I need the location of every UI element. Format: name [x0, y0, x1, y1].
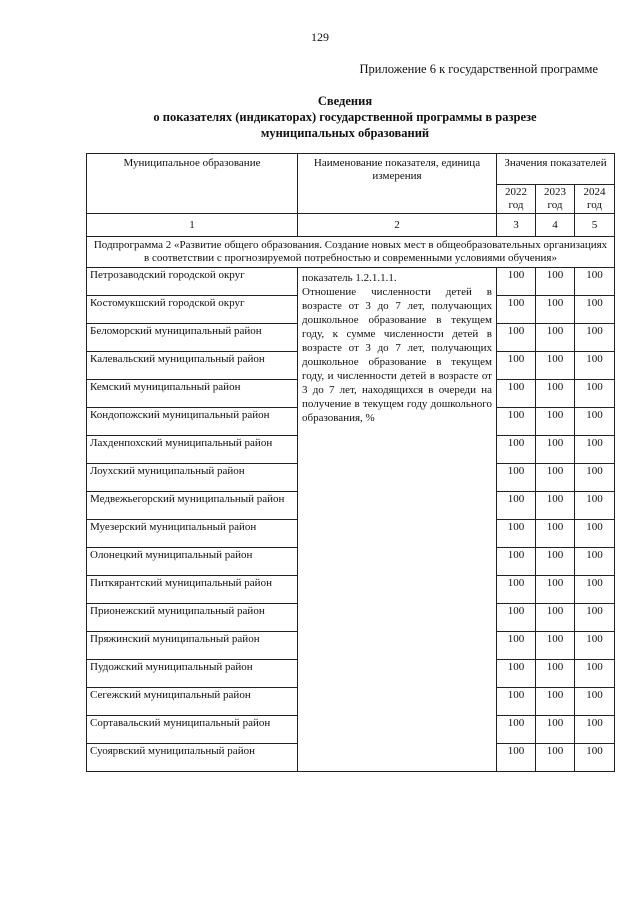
municipality-name: Беломорский муниципальный район	[87, 324, 298, 352]
municipality-name: Муезерский муниципальный район	[87, 520, 298, 548]
value-2022: 100	[497, 744, 536, 772]
municipality-name: Лоухский муниципальный район	[87, 464, 298, 492]
value-2022: 100	[497, 324, 536, 352]
header-values: Значения показателей	[497, 154, 615, 185]
column-number-2: 2	[298, 214, 497, 237]
value-2024: 100	[575, 688, 615, 716]
value-2023: 100	[536, 688, 575, 716]
value-2024: 100	[575, 548, 615, 576]
title-line-2: о показателях (индикаторах) государственной программы в разрезе	[153, 110, 537, 124]
value-2022: 100	[497, 436, 536, 464]
column-number-5: 5	[575, 214, 615, 237]
value-2022: 100	[497, 660, 536, 688]
value-2023: 100	[536, 548, 575, 576]
value-2024: 100	[575, 464, 615, 492]
value-2024: 100	[575, 576, 615, 604]
municipality-name: Медвежьегорский муниципальный район	[87, 492, 298, 520]
value-2023: 100	[536, 744, 575, 772]
value-2022: 100	[497, 380, 536, 408]
value-2024: 100	[575, 324, 615, 352]
header-municipality: Муниципальное образование	[87, 154, 298, 214]
value-2024: 100	[575, 296, 615, 324]
municipality-name: Сегежский муниципальный район	[87, 688, 298, 716]
value-2022: 100	[497, 576, 536, 604]
value-2024: 100	[575, 492, 615, 520]
municipality-name: Прионежский муниципальный район	[87, 604, 298, 632]
column-number-1: 1	[87, 214, 298, 237]
appendix-label: Приложение 6 к государственной программе	[359, 62, 598, 76]
municipality-name: Кондопожский муниципальный район	[87, 408, 298, 436]
value-2024: 100	[575, 380, 615, 408]
value-2023: 100	[536, 716, 575, 744]
municipality-name: Пряжинский муниципальный район	[87, 632, 298, 660]
value-2024: 100	[575, 660, 615, 688]
value-2022: 100	[497, 688, 536, 716]
value-2023: 100	[536, 296, 575, 324]
value-2024: 100	[575, 268, 615, 296]
indicator-code: показатель 1.2.1.1.1.	[302, 272, 397, 284]
municipality-name: Калевальский муниципальный район	[87, 352, 298, 380]
column-number-3: 3	[497, 214, 536, 237]
municipality-name: Суоярвский муниципальный район	[87, 744, 298, 772]
municipality-name: Питкярантский муниципальный район	[87, 576, 298, 604]
value-2022: 100	[497, 464, 536, 492]
value-2024: 100	[575, 632, 615, 660]
value-2022: 100	[497, 352, 536, 380]
value-2022: 100	[497, 604, 536, 632]
value-2022: 100	[497, 296, 536, 324]
value-2023: 100	[536, 408, 575, 436]
header-year-2023: 2023 год	[536, 185, 575, 214]
value-2022: 100	[497, 492, 536, 520]
header-year-2022: 2022 год	[497, 185, 536, 214]
value-2024: 100	[575, 408, 615, 436]
header-indicator-name: Наименование показателя, единица измерения	[298, 154, 497, 214]
value-2023: 100	[536, 632, 575, 660]
value-2023: 100	[536, 604, 575, 632]
value-2024: 100	[575, 604, 615, 632]
value-2023: 100	[536, 660, 575, 688]
column-number-4: 4	[536, 214, 575, 237]
municipality-name: Кемский муниципальный район	[87, 380, 298, 408]
value-2024: 100	[575, 436, 615, 464]
value-2023: 100	[536, 380, 575, 408]
value-2024: 100	[575, 716, 615, 744]
title-line-3: муниципальных образований	[260, 126, 430, 140]
value-2024: 100	[575, 744, 615, 772]
municipality-name: Петрозаводский городской округ	[87, 268, 298, 296]
value-2023: 100	[536, 352, 575, 380]
document-title	[80, 93, 610, 141]
value-2022: 100	[497, 716, 536, 744]
municipality-name: Сортавальский муниципальный район	[87, 716, 298, 744]
value-2023: 100	[536, 576, 575, 604]
municipality-name: Лахденпохский муниципальный район	[87, 436, 298, 464]
municipality-name: Костомукшский городской округ	[87, 296, 298, 324]
value-2023: 100	[536, 324, 575, 352]
indicator-description	[298, 268, 497, 772]
value-2023: 100	[536, 436, 575, 464]
value-2022: 100	[497, 408, 536, 436]
value-2023: 100	[536, 520, 575, 548]
value-2022: 100	[497, 520, 536, 548]
municipality-name: Олонецкий муниципальный район	[87, 548, 298, 576]
municipality-name: Пудожский муниципальный район	[87, 660, 298, 688]
value-2024: 100	[575, 352, 615, 380]
indicators-table	[86, 153, 615, 772]
title-line-1: Сведения	[317, 94, 373, 108]
header-year-2024: 2024 год	[575, 185, 615, 214]
table-row	[87, 268, 615, 296]
value-2022: 100	[497, 268, 536, 296]
value-2022: 100	[497, 548, 536, 576]
value-2023: 100	[536, 492, 575, 520]
value-2022: 100	[497, 632, 536, 660]
value-2024: 100	[575, 520, 615, 548]
indicator-text: Отношение численности детей в возрасте от 3 до 7 лет, получающих дошкольное образование в текущем году, к сумме численности детей в возрасте от 3 до 7 лет, получающих дошкольное образование в текущем году, и численности детей в возрасте от 3 до 7 лет, находящихся в очереди на получение в текущем году дошкольного образования, %	[302, 286, 492, 424]
value-2023: 100	[536, 464, 575, 492]
value-2023: 100	[536, 268, 575, 296]
page-number: 129	[311, 30, 329, 44]
subprogram-title: Подпрограмма 2 «Развитие общего образования. Создание новых мест в общеобразовательных организациях в соответствии с прогнозируемой потребностью и современными условиями обучения»	[87, 237, 615, 268]
